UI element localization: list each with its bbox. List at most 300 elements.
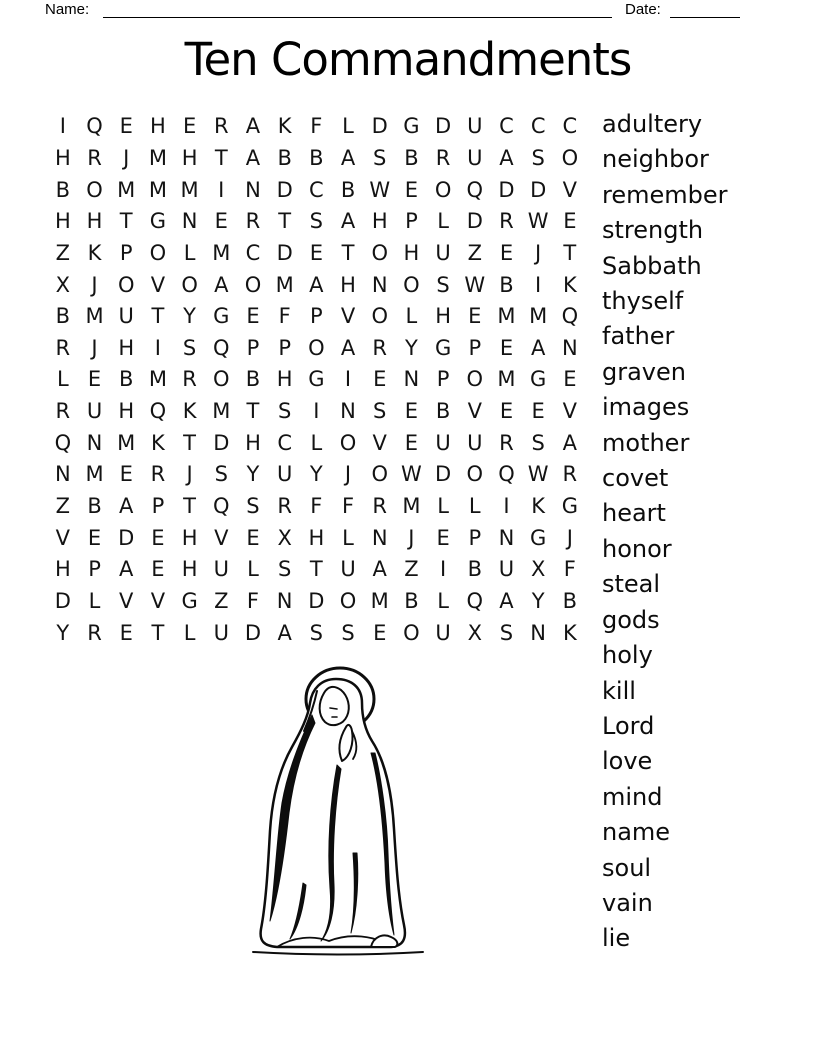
grid-cell-r15-c6: U [213, 557, 229, 582]
grid-cell-r4-c6: E [214, 209, 228, 234]
grid-cell-r17-c6: U [213, 620, 229, 645]
grid-cell-r6-c7: O [244, 272, 262, 297]
grid-cell-r13-c11: R [372, 494, 388, 518]
grid-cell-r6-c11: N [371, 272, 388, 297]
grid-cell-r9-c1: L [56, 367, 69, 392]
grid-cell-r6-c17: K [562, 272, 577, 297]
grid-cell-r15-c10: U [340, 557, 356, 582]
grid-cell-r5-c12: H [403, 240, 420, 265]
wordsearch-grid [47, 111, 586, 649]
grid-cell-r10-c8: S [277, 399, 292, 424]
grid-cell-r16-c8: N [276, 588, 293, 613]
grid-cell-r3-c13: O [434, 177, 452, 202]
grid-cell-r15-c7: L [247, 557, 259, 582]
grid-cell-r14-c17: J [566, 525, 573, 550]
grid-cell-r7-c7: E [246, 304, 260, 329]
grid-cell-r17-c11: E [373, 620, 387, 645]
grid-cell-r17-c16: N [530, 620, 547, 645]
grid-cell-r1-c2: Q [86, 114, 103, 139]
grid-cell-r11-c9: L [310, 430, 323, 455]
grid-cell-r4-c14: D [466, 209, 483, 234]
grid-cell-r15-c15: U [498, 557, 515, 582]
grid-cell-r7-c3: U [118, 304, 134, 329]
grid-cell-r3-c1: B [55, 177, 71, 202]
grid-cell-r9-c16: G [530, 367, 547, 392]
grid-cell-r1-c12: G [403, 114, 420, 139]
grid-cell-r3-c15: D [498, 177, 515, 202]
grid-cell-r14-c15: N [498, 525, 515, 550]
grid-cell-r2-c11: S [373, 145, 387, 170]
grid-cell-r1-c15: C [499, 114, 514, 139]
grid-cell-r4-c17: E [563, 209, 577, 234]
grid-cell-r11-c8: C [277, 430, 292, 455]
grid-cell-r7-c15: M [497, 304, 516, 329]
grid-cell-r6-c13: S [436, 272, 450, 297]
grid-cell-r11-c17: A [562, 430, 578, 455]
word-list-item: father [602, 322, 675, 351]
grid-cell-r11-c6: D [213, 430, 230, 455]
grid-cell-r10-c4: Q [149, 399, 167, 424]
grid-cell-r7-c16: M [529, 304, 548, 329]
grid-cell-r4-c2: H [86, 209, 103, 234]
grid-cell-r14-c3: D [118, 525, 135, 550]
grid-cell-r12-c8: U [276, 462, 293, 487]
grid-cell-r15-c2: P [88, 557, 101, 582]
grid-cell-r3-c11: W [369, 177, 391, 202]
grid-cell-r7-c2: M [85, 304, 104, 329]
grid-cell-r16-c5: G [181, 588, 198, 613]
grid-cell-r9-c17: E [563, 367, 577, 392]
word-list-item: adultery [602, 110, 703, 138]
grid-cell-r16-c16: Y [531, 588, 545, 613]
grid-cell-r10-c15: E [499, 399, 514, 424]
grid-cell-r8-c10: A [340, 335, 356, 360]
grid-cell-r17-c1: Y [56, 620, 70, 645]
grid-cell-r3-c14: Q [466, 177, 484, 202]
date-blank-line [670, 0, 740, 18]
grid-cell-r8-c2: J [91, 335, 98, 360]
grid-cell-r5-c15: E [499, 240, 514, 265]
grid-cell-r2-c17: O [561, 145, 579, 170]
word-list-item: vain [602, 888, 653, 917]
word-list-item: holy [602, 641, 653, 670]
grid-cell-r16-c14: Q [466, 588, 484, 613]
grid-cell-r9-c7: B [245, 367, 261, 392]
grid-cell-r2-c3: J [123, 145, 130, 170]
grid-cell-r3-c5: M [180, 177, 199, 202]
grid-cell-r10-c12: E [404, 399, 419, 424]
grid-cell-r5-c2: K [87, 240, 102, 265]
grid-cell-r6-c9: A [309, 272, 324, 297]
grid-cell-r16-c15: A [499, 588, 514, 613]
grid-cell-r2-c5: H [181, 145, 198, 170]
grid-cell-r12-c1: N [54, 462, 71, 487]
grid-cell-r15-c9: T [309, 557, 323, 582]
grid-cell-r9-c2: E [87, 367, 102, 392]
name-label: Name: [45, 1, 90, 18]
grid-cell-r4-c3: T [119, 209, 133, 234]
grid-cell-r2-c4: M [148, 145, 167, 170]
grid-cell-r14-c1: V [55, 525, 71, 550]
grid-cell-r14-c11: N [371, 525, 388, 550]
grid-cell-r3-c8: D [276, 177, 293, 202]
grid-cell-r7-c10: V [340, 304, 356, 329]
grid-cell-r14-c14: P [468, 525, 482, 550]
grid-cell-r17-c2: R [87, 620, 102, 645]
grid-cell-r1-c3: E [119, 114, 133, 139]
grid-cell-r12-c15: Q [498, 462, 515, 487]
word-list-item: Sabbath [602, 251, 702, 280]
grid-cell-r5-c9: E [309, 240, 323, 265]
grid-cell-r17-c12: O [403, 620, 420, 645]
grid-cell-r7-c11: O [371, 304, 388, 329]
word-list-item: strength [602, 216, 704, 245]
grid-cell-r11-c4: K [151, 430, 165, 455]
word-list-item: covet [602, 464, 669, 493]
grid-cell-r2-c12: B [404, 145, 419, 170]
grid-cell-r11-c14: U [467, 430, 483, 455]
grid-cell-r17-c14: X [467, 620, 482, 645]
grid-cell-r14-c16: G [530, 525, 547, 550]
grid-cell-r14-c7: E [246, 525, 260, 550]
grid-cell-r9-c4: M [148, 367, 167, 392]
grid-cell-r13-c13: L [437, 494, 449, 518]
grid-cell-r2-c13: R [435, 145, 451, 170]
grid-cell-r5-c13: U [435, 240, 451, 265]
grid-cell-r15-c17: F [563, 557, 576, 582]
grid-cell-r13-c6: Q [213, 494, 230, 518]
grid-cell-r3-c12: E [404, 177, 419, 202]
grid-cell-r11-c10: O [339, 430, 357, 455]
grid-cell-r6-c12: O [403, 272, 420, 297]
grid-cell-r13-c10: F [341, 494, 355, 518]
grid-cell-r3-c9: C [309, 177, 324, 202]
grid-cell-r10-c5: K [182, 399, 197, 424]
grid-cell-r1-c14: U [467, 114, 483, 139]
grid-cell-r14-c10: L [342, 525, 354, 550]
grid-cell-r7-c8: F [278, 304, 291, 329]
grid-cell-r4-c16: W [527, 209, 549, 234]
grid-cell-r16-c10: O [339, 588, 357, 613]
grid-cell-r17-c10: S [341, 620, 355, 645]
grid-cell-r3-c10: B [340, 177, 356, 202]
grid-cell-r17-c8: A [277, 620, 292, 645]
grid-cell-r4-c4: G [149, 209, 167, 234]
grid-cell-r15-c12: Z [404, 557, 419, 582]
grid-cell-r4-c1: H [54, 209, 71, 234]
grid-cell-r7-c4: T [151, 304, 165, 329]
grid-cell-r12-c6: S [214, 462, 228, 487]
grid-cell-r8-c5: S [182, 335, 197, 360]
word-list-item: steal [602, 570, 661, 599]
grid-cell-r13-c15: I [503, 494, 510, 518]
grid-cell-r8-c9: O [308, 335, 325, 360]
grid-cell-r7-c14: E [468, 304, 482, 329]
grid-cell-r4-c15: R [499, 209, 514, 234]
grid-cell-r12-c7: Y [246, 462, 260, 487]
grid-cell-r11-c7: H [245, 430, 261, 455]
grid-cell-r2-c7: A [245, 145, 261, 170]
grid-cell-r12-c16: W [527, 462, 549, 487]
grid-cell-r8-c1: R [55, 335, 71, 360]
grid-cell-r16-c6: Z [214, 588, 229, 613]
grid-cell-r16-c3: V [119, 588, 134, 613]
grid-cell-r9-c6: O [213, 367, 230, 392]
grid-cell-r12-c5: J [186, 462, 193, 487]
grid-cell-r9-c12: N [403, 367, 420, 392]
grid-cell-r6-c16: I [535, 272, 542, 297]
grid-cell-r3-c17: V [562, 177, 578, 202]
grid-cell-r16-c4: V [150, 588, 166, 613]
grid-cell-r14-c12: J [408, 525, 415, 550]
grid-cell-r16-c2: L [88, 588, 101, 613]
grid-cell-r15-c5: H [181, 557, 198, 582]
grid-cell-r10-c14: V [467, 399, 482, 424]
grid-cell-r4-c13: L [437, 209, 449, 234]
grid-cell-r12-c12: W [401, 462, 422, 487]
grid-cell-r1-c16: C [530, 114, 546, 139]
word-list-item: lie [602, 924, 631, 953]
grid-cell-r8-c17: N [561, 335, 578, 360]
grid-cell-r14-c13: E [436, 525, 450, 550]
grid-cell-r5-c7: C [245, 240, 261, 265]
grid-cell-r9-c5: R [182, 367, 197, 392]
grid-cell-r15-c8: S [277, 557, 292, 582]
grid-cell-r15-c11: A [372, 557, 387, 582]
grid-cell-r11-c11: V [372, 430, 387, 455]
grid-cell-r12-c10: J [344, 462, 352, 487]
grid-cell-r12-c4: R [150, 462, 166, 487]
grid-cell-r7-c12: L [405, 304, 418, 329]
grid-cell-r1-c10: L [342, 114, 354, 139]
grid-cell-r5-c11: O [371, 240, 388, 265]
grid-cell-r11-c16: S [531, 430, 545, 455]
grid-cell-r16-c11: M [370, 588, 389, 613]
grid-cell-r13-c2: B [87, 494, 102, 518]
grid-cell-r1-c6: R [213, 114, 229, 139]
grid-cell-r11-c15: R [499, 430, 514, 455]
grid-cell-r6-c8: M [275, 272, 294, 297]
word-list-item: Lord [602, 711, 655, 740]
word-list-item: heart [602, 499, 666, 528]
grid-cell-r9-c11: E [373, 367, 387, 392]
grid-cell-r8-c3: H [118, 335, 135, 360]
grid-cell-r8-c14: P [468, 335, 482, 360]
grid-cell-r12-c9: Y [309, 462, 323, 487]
grid-cell-r16-c17: B [562, 588, 578, 613]
grid-cell-r4-c11: H [371, 209, 388, 234]
grid-cell-r8-c13: G [434, 335, 452, 360]
grid-cell-r11-c5: T [183, 430, 196, 455]
grid-cell-r12-c14: O [466, 462, 484, 487]
grid-cell-r13-c8: R [277, 494, 292, 518]
grid-cell-r3-c2: O [86, 177, 103, 202]
word-list-item: images [602, 393, 690, 422]
grid-cell-r13-c9: F [310, 494, 323, 518]
grid-cell-r17-c15: S [499, 620, 514, 645]
grid-cell-r10-c7: T [246, 399, 260, 424]
word-list-item: mother [602, 428, 690, 457]
grid-cell-r13-c5: T [183, 494, 196, 518]
grid-cell-r13-c14: L [468, 494, 481, 518]
grid-cell-r6-c15: B [499, 272, 514, 297]
grid-cell-r15-c4: E [151, 557, 165, 582]
grid-cell-r5-c1: Z [55, 240, 71, 265]
grid-cell-r8-c7: P [246, 335, 260, 360]
grid-cell-r1-c17: C [562, 114, 578, 139]
word-list-item: neighbor [602, 145, 709, 174]
date-label: Date: [625, 1, 661, 18]
grid-cell-r13-c7: S [246, 494, 260, 518]
grid-cell-r4-c7: R [245, 209, 261, 234]
grid-cell-r7-c17: Q [561, 304, 579, 329]
grid-cell-r16-c1: D [54, 588, 71, 613]
grid-cell-r3-c7: N [245, 177, 261, 202]
grid-cell-r8-c6: Q [213, 335, 230, 360]
grid-cell-r5-c10: T [341, 240, 355, 265]
grid-cell-r6-c2: J [91, 272, 98, 297]
grid-cell-r6-c14: W [464, 272, 486, 297]
grid-cell-r9-c9: G [308, 367, 325, 392]
grid-cell-r14-c2: E [87, 525, 102, 550]
grid-cell-r8-c11: R [372, 335, 388, 360]
grid-cell-r12-c17: R [562, 462, 578, 487]
grid-cell-r15-c16: X [530, 557, 546, 582]
grid-cell-r9-c14: O [466, 367, 484, 392]
word-list-item: graven [602, 357, 686, 386]
grid-cell-r6-c1: X [55, 272, 71, 297]
grid-cell-r2-c14: U [467, 145, 483, 170]
grid-cell-r17-c7: D [244, 620, 262, 645]
word-list-item: remember [602, 180, 728, 209]
grid-cell-r7-c9: P [310, 304, 323, 329]
grid-cell-r2-c9: B [309, 145, 324, 170]
grid-cell-r13-c1: Z [55, 494, 71, 518]
grid-cell-r7-c1: B [55, 304, 71, 329]
grid-cell-r12-c3: E [119, 462, 133, 487]
grid-cell-r4-c9: S [309, 209, 324, 234]
grid-cell-r3-c6: I [218, 177, 225, 202]
grid-cell-r16-c13: L [437, 588, 449, 613]
grid-cell-r10-c10: N [340, 399, 356, 424]
grid-cell-r13-c4: P [151, 494, 165, 518]
grid-cell-r3-c4: M [148, 177, 167, 202]
grid-cell-r1-c9: F [310, 114, 323, 139]
grid-cell-r9-c3: B [119, 367, 134, 392]
grid-cell-r10-c11: S [373, 399, 387, 424]
grid-cell-r11-c1: Q [54, 430, 72, 455]
grid-cell-r6-c6: A [214, 272, 229, 297]
grid-cell-r1-c8: K [277, 114, 292, 139]
word-list-item: mind [602, 782, 663, 811]
grid-cell-r6-c5: O [181, 272, 198, 297]
grid-cell-r3-c3: M [117, 177, 136, 202]
grid-cell-r10-c3: H [118, 399, 135, 424]
grid-cell-r17-c17: K [562, 620, 577, 645]
page-title: Ten Commandments [184, 33, 632, 86]
grid-cell-r5-c3: P [119, 240, 133, 265]
grid-cell-r17-c13: U [435, 620, 451, 645]
grid-cell-r1-c11: D [371, 114, 388, 139]
name-blank-line [103, 0, 612, 18]
grid-cell-r16-c9: D [308, 588, 325, 613]
grid-cell-r8-c12: Y [404, 335, 418, 360]
grid-cell-r14-c4: E [151, 525, 165, 550]
grid-cell-r5-c4: O [149, 240, 167, 265]
grid-cell-r16-c7: F [246, 588, 260, 613]
grid-cell-r15-c3: A [119, 557, 134, 582]
grid-cell-r1-c4: H [150, 114, 166, 139]
word-list-item: kill [602, 676, 636, 705]
grid-cell-r5-c16: J [535, 240, 542, 265]
grid-cell-r14-c6: V [214, 525, 229, 550]
grid-cell-r10-c6: M [212, 399, 231, 424]
grid-cell-r9-c10: I [344, 367, 352, 392]
grid-cell-r5-c14: Z [467, 240, 482, 265]
grid-cell-r11-c13: U [435, 430, 451, 455]
grid-cell-r10-c17: V [562, 399, 578, 424]
grid-cell-r2-c6: T [214, 145, 228, 170]
grid-cell-r9-c13: P [436, 367, 450, 392]
grid-cell-r1-c13: D [435, 114, 452, 139]
grid-cell-r4-c5: N [181, 209, 198, 234]
word-list-item: love [602, 747, 653, 776]
grid-cell-r8-c16: A [530, 335, 546, 360]
grid-cell-r4-c8: T [278, 209, 292, 234]
grid-cell-r2-c10: A [340, 145, 356, 170]
grid-cell-r12-c13: D [435, 462, 452, 487]
grid-cell-r4-c12: P [405, 209, 418, 234]
grid-cell-r17-c4: T [151, 620, 165, 645]
grid-cell-r8-c15: E [499, 335, 514, 360]
grid-cell-r5-c5: L [183, 240, 196, 265]
grid-cell-r2-c15: A [499, 145, 514, 170]
word-list-item: soul [602, 853, 652, 882]
grid-cell-r8-c8: P [278, 335, 291, 360]
word-list-item: honor [602, 534, 672, 563]
grid-cell-r13-c17: G [561, 494, 578, 518]
word-list [602, 107, 728, 957]
grid-cell-r9-c15: M [497, 367, 516, 392]
grid-cell-r13-c12: M [402, 494, 421, 518]
grid-cell-r6-c10: H [340, 272, 356, 297]
grid-cell-r13-c16: K [531, 494, 546, 518]
word-list-item: name [602, 818, 671, 847]
word-list-item: gods [602, 605, 660, 634]
grid-cell-r10-c9: I [313, 399, 320, 424]
grid-cell-r6-c4: V [150, 272, 166, 297]
grid-cell-r1-c5: E [182, 114, 197, 139]
grid-cell-r11-c2: N [86, 430, 103, 455]
grid-cell-r17-c5: L [183, 620, 196, 645]
grid-cell-r5-c6: M [212, 240, 231, 265]
grid-cell-r2-c1: H [54, 145, 71, 170]
grid-cell-r5-c17: T [563, 240, 577, 265]
grid-cell-r15-c14: B [467, 557, 482, 582]
grid-cell-r15-c13: I [439, 557, 447, 582]
grid-cell-r14-c8: X [277, 525, 292, 550]
grid-cell-r10-c13: B [435, 399, 451, 424]
grid-cell-r12-c2: M [85, 462, 104, 487]
grid-cell-r2-c2: R [87, 145, 102, 170]
grid-cell-r2-c8: B [277, 145, 292, 170]
grid-cell-r10-c2: U [86, 399, 103, 424]
grid-cell-r13-c3: A [119, 494, 134, 518]
grid-cell-r17-c3: E [119, 620, 133, 645]
grid-cell-r2-c16: S [531, 145, 545, 170]
grid-cell-r4-c10: A [340, 209, 356, 234]
grid-cell-r14-c9: H [308, 525, 325, 550]
